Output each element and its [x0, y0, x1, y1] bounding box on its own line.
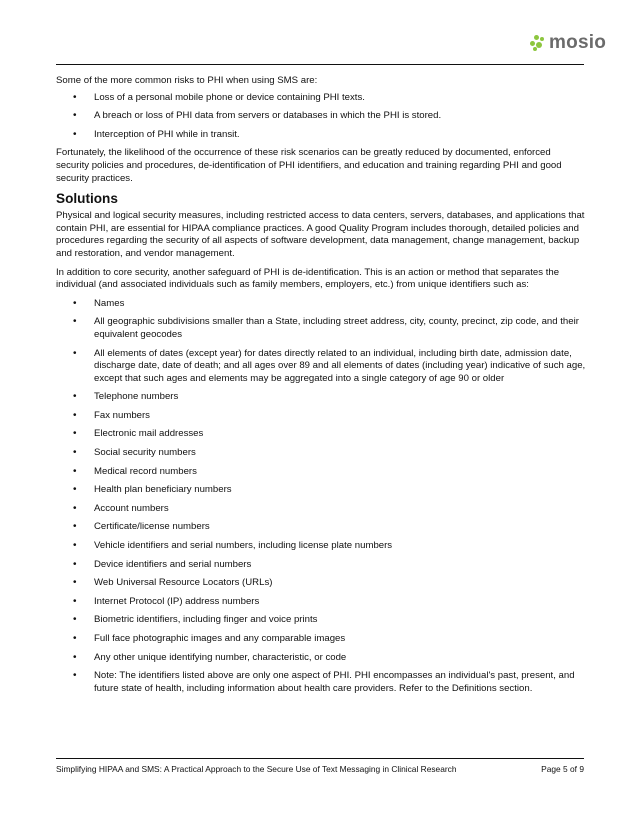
logo-text: mosio [549, 32, 606, 53]
list-item: • Certificate/license numbers [56, 521, 586, 534]
list-item: • Fax numbers [56, 410, 586, 423]
list-item: • Account numbers [56, 503, 586, 516]
list-item: • Any other unique identifying number, characteristic, or code [56, 652, 586, 665]
list-item: • Note: The identifiers listed above are only one aspect of PHI. PHI encompasses an individual's past, present, and future state of health, including information about health care providers. Refer to the Definitions section. [56, 670, 586, 695]
list-item: • Loss of a personal mobile phone or device containing PHI texts. [56, 92, 586, 105]
solutions-paragraph-1: Physical and logical security measures, including restricted access to data centers, servers, databases, and applications that contain PHI, are essential for HIPAA compliance practices. A good Quality Program includes thorough, detailed policies and procedures regarding the security of all aspects of software development, data management, change management, backup and restoration, and vendor management. [56, 210, 585, 259]
footer-title: Simplifying HIPAA and SMS: A Practical Approach to the Secure Use of Text Messaging in Clinical Research [56, 764, 457, 774]
list-item: • Full face photographic images and any comparable images [56, 633, 586, 646]
list-item: • A breach or loss of PHI data from servers or databases in which the PHI is stored. [56, 110, 586, 123]
list-item: • Biometric identifiers, including finger and voice prints [56, 614, 586, 627]
identifier-list [56, 298, 586, 696]
list-item: • Interception of PHI while in transit. [56, 129, 586, 142]
list-item: • Electronic mail addresses [56, 428, 586, 441]
page-number: Page 5 of 9 [541, 764, 584, 774]
mosio-logo [530, 32, 606, 54]
list-item: • All geographic subdivisions smaller than a State, including street address, city, county, precinct, zip code, and their equivalent geocodes [56, 316, 586, 341]
list-item: • Names [56, 298, 586, 311]
list-item: • All elements of dates (except year) for dates directly related to an individual, including birth date, admission date, discharge date, date of death; and all ages over 89 and all elements of dates (including year) indicative of such age, except that such ages and elements may be aggregated into a single category of age 90 or older [56, 348, 586, 386]
list-item: • Telephone numbers [56, 391, 586, 404]
risk-list [56, 92, 586, 142]
page-content [56, 75, 586, 701]
list-item: • Medical record numbers [56, 466, 586, 479]
intro-text: Some of the more common risks to PHI when using SMS are: [56, 75, 318, 86]
solutions-paragraph-2: In addition to core security, another safeguard of PHI is de-identification. This is an action or method that separates the individual (and associated individuals such as family members, employers, etc.) from unique identifiers such as: [56, 266, 560, 291]
page-footer [56, 764, 584, 774]
list-item: • Internet Protocol (IP) address numbers [56, 596, 586, 609]
list-item: • Social security numbers [56, 447, 586, 460]
list-item: • Health plan beneficiary numbers [56, 484, 586, 497]
header-divider [56, 64, 584, 65]
section-heading: Solutions [56, 191, 118, 207]
mitigation-text: Fortunately, the likelihood of the occurrence of these risk scenarios can be greatly reduced by documented, enforced security policies and procedures, de-identification of PHI identifiers, and education and training regarding PHI and good security practices. [56, 147, 562, 184]
footer-divider [56, 758, 584, 759]
list-item: • Device identifiers and serial numbers [56, 559, 586, 572]
mosio-logo-icon [530, 35, 546, 51]
list-item: • Web Universal Resource Locators (URLs) [56, 577, 586, 590]
list-item: • Vehicle identifiers and serial numbers, including license plate numbers [56, 540, 586, 553]
